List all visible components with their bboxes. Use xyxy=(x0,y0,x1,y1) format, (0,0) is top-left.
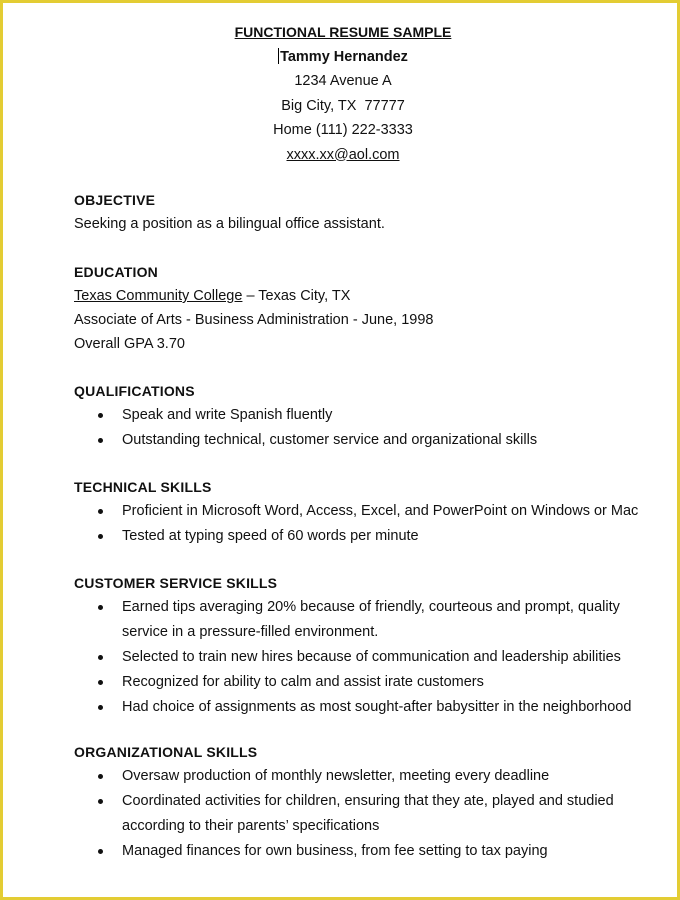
school-location: – Texas City, TX xyxy=(242,288,351,304)
list-item xyxy=(74,789,664,839)
list-item xyxy=(74,645,664,670)
bullet-icon xyxy=(98,849,103,854)
qualifications-list xyxy=(74,403,664,453)
education-school-line xyxy=(74,284,664,308)
candidate-name: Tammy Hernandez xyxy=(280,48,408,65)
text-cursor xyxy=(278,48,279,64)
city-state-zip: Big City, TX 77777 xyxy=(281,97,405,114)
bullet-icon xyxy=(98,680,103,685)
list-item-text: Tested at typing speed of 60 words per minute xyxy=(122,528,419,544)
customer-service-list xyxy=(74,595,664,720)
list-item-text: Selected to train new hires because of communication and leadership abilities xyxy=(122,649,621,665)
organizational-skills-section xyxy=(74,742,664,864)
organizational-skills-heading: ORGANIZATIONAL SKILLS xyxy=(74,744,258,760)
bullet-icon xyxy=(98,655,103,660)
street-address: 1234 Avenue A xyxy=(294,73,392,89)
list-item xyxy=(74,839,664,864)
list-item xyxy=(74,695,664,720)
list-item-text: Earned tips averaging 20% because of friendly, courteous and prompt, quality service in a pressure-filled environment. xyxy=(122,599,620,640)
qualifications-section xyxy=(74,381,664,453)
list-item-text: Oversaw production of monthly newsletter, meeting every deadline xyxy=(122,768,550,784)
list-item-text: Had choice of assignments as most sought-after babysitter in the neighborhood xyxy=(122,699,632,715)
list-item-text: Recognized for ability to calm and assist irate customers xyxy=(122,674,484,690)
resume-body xyxy=(74,190,664,887)
bullet-icon xyxy=(98,705,103,710)
list-item xyxy=(74,428,664,453)
bullet-icon xyxy=(98,534,103,539)
qualifications-heading: QUALIFICATIONS xyxy=(74,383,195,399)
objective-section xyxy=(74,190,664,236)
list-item xyxy=(74,595,664,645)
email-link[interactable]: xxxx.xx@aol.com xyxy=(286,146,400,163)
document-title: FUNCTIONAL RESUME SAMPLE xyxy=(234,24,452,40)
objective-heading: OBJECTIVE xyxy=(74,192,156,208)
bullet-icon xyxy=(98,413,103,418)
list-item xyxy=(74,764,664,789)
list-item xyxy=(74,670,664,695)
resume-header xyxy=(3,22,680,169)
organizational-skills-list xyxy=(74,764,664,864)
list-item xyxy=(74,403,664,428)
school-name: Texas Community College xyxy=(74,288,243,304)
list-item xyxy=(74,499,664,524)
bullet-icon xyxy=(98,438,103,443)
education-gpa: Overall GPA 3.70 xyxy=(74,336,185,352)
list-item-text: Proficient in Microsoft Word, Access, Excel, and PowerPoint on Windows or Mac xyxy=(122,503,639,519)
email-line xyxy=(3,145,680,170)
list-item-text: Coordinated activities for children, ensuring that they ate, played and studied according to their parents’ specifications xyxy=(122,793,614,834)
education-section xyxy=(74,262,664,356)
list-item-text: Outstanding technical, customer service and organizational skills xyxy=(122,432,538,448)
customer-service-section xyxy=(74,573,664,720)
bullet-icon xyxy=(98,605,103,610)
list-item-text: Managed finances for own business, from fee setting to tax paying xyxy=(122,843,548,859)
candidate-name-line xyxy=(3,47,680,72)
bullet-icon xyxy=(98,774,103,779)
bullet-icon xyxy=(98,799,103,804)
technical-skills-list xyxy=(74,499,664,549)
list-item-text: Speak and write Spanish fluently xyxy=(122,407,333,423)
objective-text: Seeking a position as a bilingual office assistant. xyxy=(74,216,385,232)
technical-skills-heading: TECHNICAL SKILLS xyxy=(74,479,212,495)
education-heading: EDUCATION xyxy=(74,264,158,280)
customer-service-heading: CUSTOMER SERVICE SKILLS xyxy=(74,575,278,591)
bullet-icon xyxy=(98,509,103,514)
phone-number: Home (111) 222-3333 xyxy=(273,122,413,138)
list-item xyxy=(74,524,664,549)
education-degree: Associate of Arts - Business Administration - June, 1998 xyxy=(74,312,434,328)
technical-skills-section xyxy=(74,477,664,549)
